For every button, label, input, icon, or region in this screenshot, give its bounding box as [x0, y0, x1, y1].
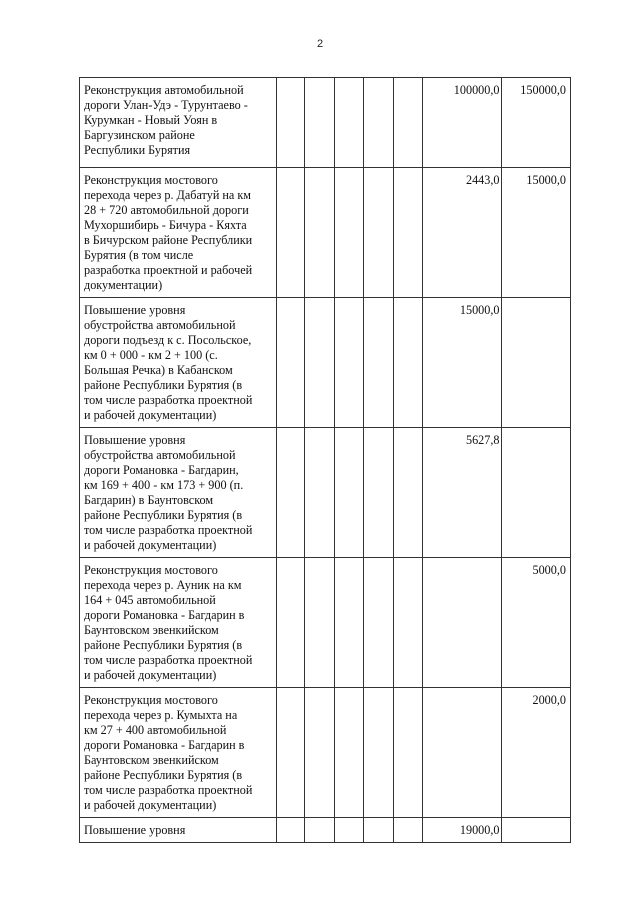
value-cell: [277, 78, 305, 168]
row-description: Реконструкция мостового перехода через р. Дабатуй на км 28 + 720 автомобильной дороги Мухоршибирь - Бичура - Кяхта в Бичурском районе Республики Бурятия (в том числе разработка проектной и рабочей документации): [84, 173, 253, 292]
value-cell: [305, 818, 335, 843]
row-description: Реконструкция мостового перехода через р. Кумыхта на км 27 + 400 автомобильной дороги Романовка - Багдарин в Баунтовском эвенкийском районе Республики Бурятия (в том числе разработка проектной и рабочей документации): [84, 693, 253, 812]
row-description: Повышение уровня обустройства автомобильной дороги подъезд к с. Посольское, км 0 + 000 - км 2 + 100 (с. Большая Речка) в Кабанском районе Республики Бурятия (в том числе разработка проектной и рабочей документации): [84, 303, 253, 422]
value-cell: [364, 298, 394, 428]
value-cell: [393, 168, 423, 298]
row-description: Реконструкция автомобильной дороги Улан-Удэ - Турунтаево - Курумкан - Новый Уоян в Баргузинском районе Республики Бурятия: [84, 83, 248, 157]
table-row: [80, 428, 571, 558]
value-cell: [423, 688, 502, 818]
value-cell: [393, 298, 423, 428]
value-cell: [277, 558, 305, 688]
value-cell: [364, 688, 394, 818]
row-description: Повышение уровня обустройства автомобильной дороги Романовка - Багдарин, км 169 + 400 - км 173 + 900 (п. Багдарин) в Баунтовском районе Республики Бурятия (в том числе разработка проектной и рабочей документации): [84, 433, 253, 552]
value-cell: 15000,0: [423, 298, 502, 428]
value-cell: [393, 688, 423, 818]
value-cell: [393, 818, 423, 843]
value-cell: [502, 818, 571, 843]
table-row: [80, 558, 571, 688]
value-cell: [393, 558, 423, 688]
value-cell: [502, 298, 571, 428]
value-cell: [502, 428, 571, 558]
table-row: [80, 78, 571, 168]
page-number: 2: [316, 38, 324, 50]
value-cell: [334, 78, 364, 168]
value-cell: 15000,0: [502, 168, 571, 298]
table-row: [80, 688, 571, 818]
value-cell: [393, 428, 423, 558]
value-cell: [364, 558, 394, 688]
row-description: Повышение уровня: [84, 823, 186, 837]
value-cell: [305, 298, 335, 428]
value-cell: 100000,0: [423, 78, 502, 168]
value-cell: [334, 298, 364, 428]
table-row: [80, 818, 571, 843]
value-cell: 5627,8: [423, 428, 502, 558]
value-cell: [364, 818, 394, 843]
value-cell: [277, 168, 305, 298]
value-cell: [277, 428, 305, 558]
value-cell: [334, 428, 364, 558]
value-cell: [277, 298, 305, 428]
value-cell: [305, 168, 335, 298]
value-cell: 150000,0: [502, 78, 571, 168]
row-description-cell: [80, 428, 277, 558]
value-cell: [277, 818, 305, 843]
financing-table: [79, 77, 571, 843]
value-cell: [364, 78, 394, 168]
value-cell: [334, 818, 364, 843]
value-cell: [305, 558, 335, 688]
row-description-cell: [80, 688, 277, 818]
table-row: [80, 298, 571, 428]
row-description-cell: [80, 818, 277, 843]
value-cell: [364, 428, 394, 558]
value-cell: [393, 78, 423, 168]
value-cell: [305, 428, 335, 558]
value-cell: [334, 558, 364, 688]
row-description-cell: [80, 298, 277, 428]
row-description-cell: [80, 558, 277, 688]
value-cell: 2000,0: [502, 688, 571, 818]
value-cell: [305, 688, 335, 818]
row-description-cell: [80, 168, 277, 298]
value-cell: [334, 688, 364, 818]
value-cell: [277, 688, 305, 818]
value-cell: [423, 558, 502, 688]
value-cell: [364, 168, 394, 298]
value-cell: 2443,0: [423, 168, 502, 298]
value-cell: 19000,0: [423, 818, 502, 843]
value-cell: [305, 78, 335, 168]
value-cell: [334, 168, 364, 298]
row-description: Реконструкция мостового перехода через р. Ауник на км 164 + 045 автомобильной дороги Романовка - Багдарин в Баунтовском эвенкийском районе Республики Бурятия (в том числе разработка проектной и рабочей документации): [84, 563, 253, 682]
value-cell: 5000,0: [502, 558, 571, 688]
table-row: [80, 168, 571, 298]
row-description-cell: [80, 78, 277, 168]
